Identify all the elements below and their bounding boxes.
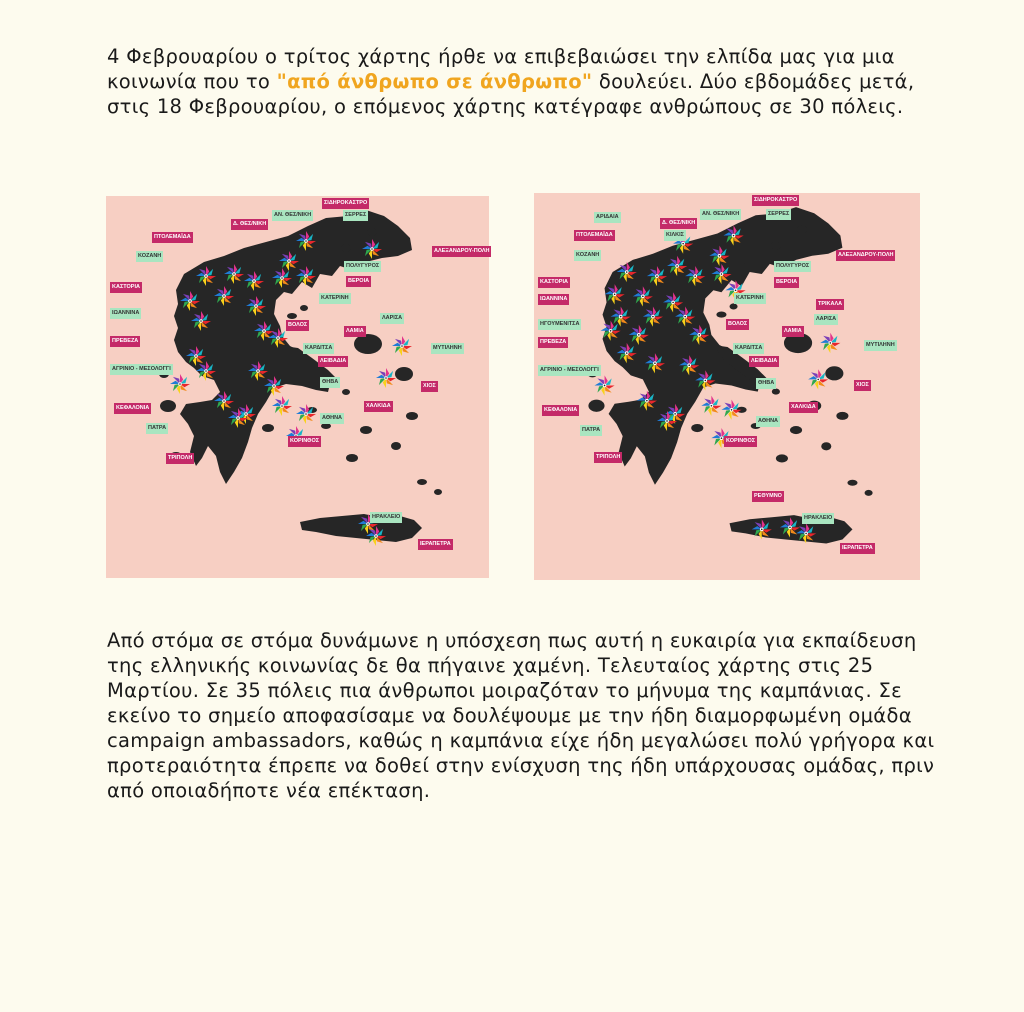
city-label: ΧΙΟΣ (854, 380, 871, 391)
closing-paragraph: Από στόμα σε στόμα δυνάμωνε η υπόσχεση πως αυτή η ευκαιρία για εκπαίδευση της ελληνικής κοινωνίας δε θα πήγαινε χαμένη. Τελευταίος χάρτης στις 25 Μαρτίου. Σε 35 πόλεις πια άνθρωποι μοιραζόταν το μήνυμα της καμπάνιας. Σε εκείνο το σημείο αποφασίσαμε να δουλέψουμε με την ήδη διαμορφωμένη ομάδα campaign ambassadors, καθώς η καμπάνια είχε ήδη μεγαλώσει πολύ γρήγορα και προτεραιότητα έπρεπε να δοθεί στην ενίσχυση της ήδη υπάρχουσας ομάδας, πριν από οποιαδήποτε νέα επέκταση. (107, 629, 935, 802)
city-label: ΚΑΡΔΙΤΣΑ (733, 343, 764, 354)
city-label: ΣΕΡΡΕΣ (343, 210, 368, 221)
pinwheel-marker (272, 396, 292, 416)
city-label: ΑΡΙΔΑΙΑ (594, 212, 621, 223)
city-label: ΚΟΖΑΝΗ (136, 251, 163, 262)
city-label: ΚΟΡΙΝΘΟΣ (288, 436, 321, 447)
city-label: ΒΟΛΟΣ (286, 320, 309, 331)
city-label: ΚΑΤΕΡΙΝΗ (319, 293, 351, 304)
city-label: ΣΙΔΗΡΟΚΑΣΤΡΟ (752, 195, 799, 206)
pinwheel-marker (820, 333, 840, 353)
city-label: ΤΡΙΠΟΛΗ (594, 452, 622, 463)
city-label: ΚΑΣΤΟΡΙΑ (110, 282, 142, 293)
pinwheel-marker (296, 404, 316, 424)
city-label: ΚΑΣΤΟΡΙΑ (538, 277, 570, 288)
intro-text-end: δουλεύει. Δύο εβδομάδες μετά, στις 18 Φεβρουαρίου, ο επόμενος χάρτης κατέγραφε ανθρώπους σε 30 πόλεις. (107, 70, 915, 118)
city-label: Δ. ΘΕΣ/ΝΙΚΗ (660, 218, 697, 229)
city-label: ΠΡΕΒΕΖΑ (538, 337, 568, 348)
pinwheel-marker (264, 376, 284, 396)
city-label: Δ. ΘΕΣ/ΝΙΚΗ (231, 219, 268, 230)
city-label: ΣΙΔΗΡΟΚΑΣΤΡΟ (322, 198, 369, 209)
pinwheel-marker (376, 368, 396, 388)
city-label: ΒΕΡΟΙΑ (774, 277, 799, 288)
city-label: ΑΝ. ΘΕΣ/ΝΙΚΗ (272, 210, 313, 221)
city-label: ΤΡΙΚΑΛΑ (816, 299, 844, 310)
intro-paragraph (107, 44, 937, 119)
city-label: ΒΟΛΟΣ (726, 319, 749, 330)
intro-text-start: 4 Φεβρουαρίου ο τρίτος χάρτης ήρθε να επιβεβαιώσει την ελπίδα μας για μια κοινωνία που το (107, 45, 895, 93)
city-label: ΚΑΡΔΙΤΣΑ (303, 343, 334, 354)
pinwheel-marker (594, 375, 614, 395)
city-label: ΑΘΗΝΑ (756, 416, 780, 427)
city-label: ΤΡΙΠΟΛΗ (166, 453, 194, 464)
city-label: ΚΟΖΑΝΗ (574, 250, 601, 261)
map-feb-4 (106, 196, 489, 578)
city-label: ΙΕΡΑΠΕΤΡΑ (418, 539, 453, 550)
city-label: ΚΕΦΑΛΟΝΙΑ (114, 403, 151, 414)
pinwheel-marker (392, 336, 412, 356)
city-label: ΛΑΜΙΑ (782, 326, 804, 337)
pinwheel-marker (366, 526, 386, 546)
city-label: ΚΕΦΑΛΟΝΙΑ (542, 405, 579, 416)
city-label: ΘΗΒΑ (756, 378, 776, 389)
pinwheel-marker (808, 369, 828, 389)
city-label: ΙΩΑΝΝΙΝΑ (110, 308, 141, 319)
city-label: ΠΟΛΥΓΥΡΟΣ (774, 261, 811, 272)
city-label: ΑΘΗΝΑ (320, 413, 344, 424)
city-label: ΣΕΡΡΕΣ (766, 209, 791, 220)
city-label: ΗΡΑΚΛΕΙΟ (370, 512, 402, 523)
city-label: ΚΟΡΙΝΘΟΣ (724, 436, 757, 447)
city-label: ΠΤΟΛΕΜΑΪΔΑ (152, 232, 193, 243)
city-label: ΗΓΟΥΜΕΝΙΤΣΑ (538, 319, 581, 330)
city-label: ΗΡΑΚΛΕΙΟ (802, 513, 834, 524)
pinwheel-marker (196, 266, 216, 286)
highlighted-phrase: "από άνθρωπο σε άνθρωπο" (276, 70, 593, 93)
map-feb-18 (534, 193, 920, 580)
city-label: ΛΑΜΙΑ (344, 326, 366, 337)
city-label: ΡΕΘΥΜΝΟ (752, 491, 784, 502)
city-label: ΧΑΛΚΙΔΑ (364, 401, 393, 412)
city-label: ΑΛΕΞΑΝΔΡΟΥ-ΠΟΛΗ (432, 246, 491, 257)
city-label: ΛΑΡΙΣΑ (380, 313, 404, 324)
city-label: ΠΟΛΥΓΥΡΟΣ (344, 261, 381, 272)
city-label: ΜΥΤΙΛΗΝΗ (431, 343, 464, 354)
city-label: ΚΙΛΚΙΣ (664, 230, 686, 241)
city-label: ΑΓΡΙΝΙΟ - ΜΕΣΟΛΟΓΓΙ (110, 364, 173, 375)
city-label: ΚΑΤΕΡΙΝΗ (734, 293, 766, 304)
pinwheel-marker (214, 286, 234, 306)
city-label: ΘΗΒΑ (320, 377, 340, 388)
city-label: ΧΙΟΣ (421, 381, 438, 392)
city-label: ΒΕΡΟΙΑ (346, 276, 371, 287)
city-label: ΑΝ. ΘΕΣ/ΝΙΚΗ (700, 209, 741, 220)
city-label: ΙΕΡΑΠΕΤΡΑ (840, 543, 875, 554)
pinwheel-marker (170, 374, 190, 394)
city-label: ΑΛΕΞΑΝΔΡΟΥ-ΠΟΛΗ (836, 250, 895, 261)
pinwheel-marker (180, 291, 200, 311)
pinwheel-marker (721, 400, 741, 420)
pinwheel-marker (268, 328, 288, 348)
city-label: ΑΓΡΙΝΙΟ - ΜΕΣΟΛΟΓΓΙ (538, 365, 601, 376)
city-label: ΜΥΤΙΛΗΝΗ (864, 340, 897, 351)
city-label: ΠΡΕΒΕΖΑ (110, 336, 140, 347)
pinwheel-marker (701, 396, 721, 416)
city-label: ΠΤΟΛΕΜΑΪΔΑ (574, 230, 615, 241)
city-label: ΛΕΙΒΑΔΙΑ (749, 356, 779, 367)
city-label: ΠΑΤΡΑ (580, 425, 602, 436)
city-label: ΧΑΛΚΙΔΑ (789, 402, 818, 413)
pinwheel-marker (248, 361, 268, 381)
city-label: ΛΕΙΒΑΔΙΑ (318, 356, 348, 367)
city-label: ΠΑΤΡΑ (146, 423, 168, 434)
city-label: ΛΑΡΙΣΑ (814, 314, 838, 325)
city-label: ΙΩΑΝΝΙΝΑ (538, 294, 569, 305)
